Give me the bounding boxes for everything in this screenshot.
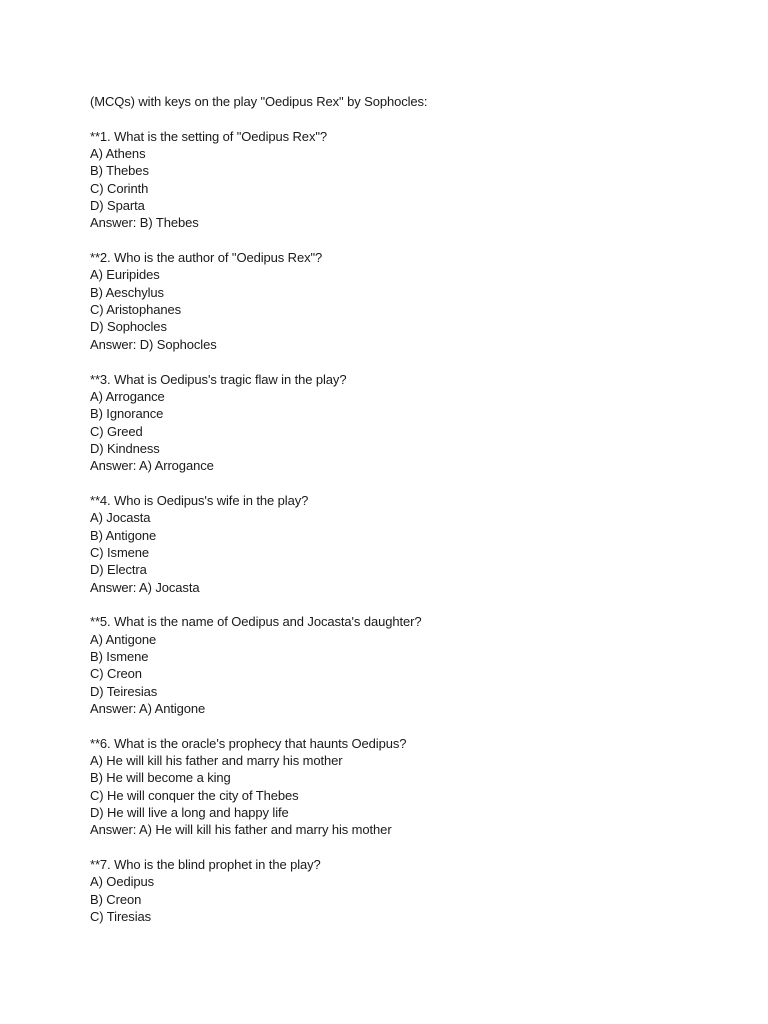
answer-option: A) Antigone xyxy=(90,631,157,647)
answer-key: Answer: B) Thebes xyxy=(90,215,199,231)
question-block xyxy=(90,492,730,596)
question-block xyxy=(90,856,730,925)
document-page xyxy=(90,93,730,943)
answer-option: C) He will conquer the city of Thebes xyxy=(90,787,299,803)
answer-key: Answer: D) Sophocles xyxy=(90,336,217,352)
answer-option: A) Jocasta xyxy=(90,510,151,526)
answer-option: D) Sparta xyxy=(90,198,145,214)
question-block xyxy=(90,249,730,353)
answer-option: D) Sophocles xyxy=(90,319,167,335)
answer-option: B) Creon xyxy=(90,891,142,907)
answer-option: C) Greed xyxy=(90,423,143,439)
answer-key: Answer: A) Arrogance xyxy=(90,458,214,474)
question-text: **4. Who is Oedipus's wife in the play? xyxy=(90,492,309,508)
answer-option: A) He will kill his father and marry his mother xyxy=(90,753,343,769)
answer-option: C) Aristophanes xyxy=(90,302,181,318)
question-block xyxy=(90,613,730,717)
answer-option: D) Electra xyxy=(90,562,147,578)
answer-option: D) Teiresias xyxy=(90,683,158,699)
question-text: **5. What is the name of Oedipus and Jocasta's daughter? xyxy=(90,614,422,630)
answer-option: C) Tiresias xyxy=(90,909,152,925)
answer-option: B) Ignorance xyxy=(90,406,164,422)
question-text: **6. What is the oracle's prophecy that haunts Oedipus? xyxy=(90,735,407,751)
answer-key: Answer: A) Antigone xyxy=(90,701,206,717)
answer-option: B) Thebes xyxy=(90,163,149,179)
question-block xyxy=(90,128,730,232)
question-text: **7. Who is the blind prophet in the play? xyxy=(90,857,321,873)
answer-key: Answer: A) Jocasta xyxy=(90,579,200,595)
question-block xyxy=(90,371,730,475)
document-intro: (MCQs) with keys on the play "Oedipus Rex" by Sophocles: xyxy=(90,94,428,109)
question-text: **3. What is Oedipus's tragic flaw in the play? xyxy=(90,371,347,387)
answer-option: A) Arrogance xyxy=(90,388,165,404)
question-block xyxy=(90,735,730,839)
answer-option: B) He will become a king xyxy=(90,770,231,786)
answer-option: A) Oedipus xyxy=(90,874,155,890)
answer-option: C) Corinth xyxy=(90,180,149,196)
question-list xyxy=(90,128,730,926)
answer-option: A) Euripides xyxy=(90,267,160,283)
answer-option: C) Ismene xyxy=(90,544,150,560)
answer-option: D) Kindness xyxy=(90,440,160,456)
answer-option: C) Creon xyxy=(90,666,142,682)
answer-option: B) Antigone xyxy=(90,527,157,543)
question-text: **1. What is the setting of "Oedipus Rex"? xyxy=(90,128,327,144)
answer-key: Answer: A) He will kill his father and marry his mother xyxy=(90,822,392,838)
answer-option: B) Aeschylus xyxy=(90,284,164,300)
answer-option: D) He will live a long and happy life xyxy=(90,805,289,821)
answer-option: B) Ismene xyxy=(90,649,149,664)
question-text: **2. Who is the author of "Oedipus Rex"? xyxy=(90,250,323,266)
answer-option: A) Athens xyxy=(90,146,146,162)
